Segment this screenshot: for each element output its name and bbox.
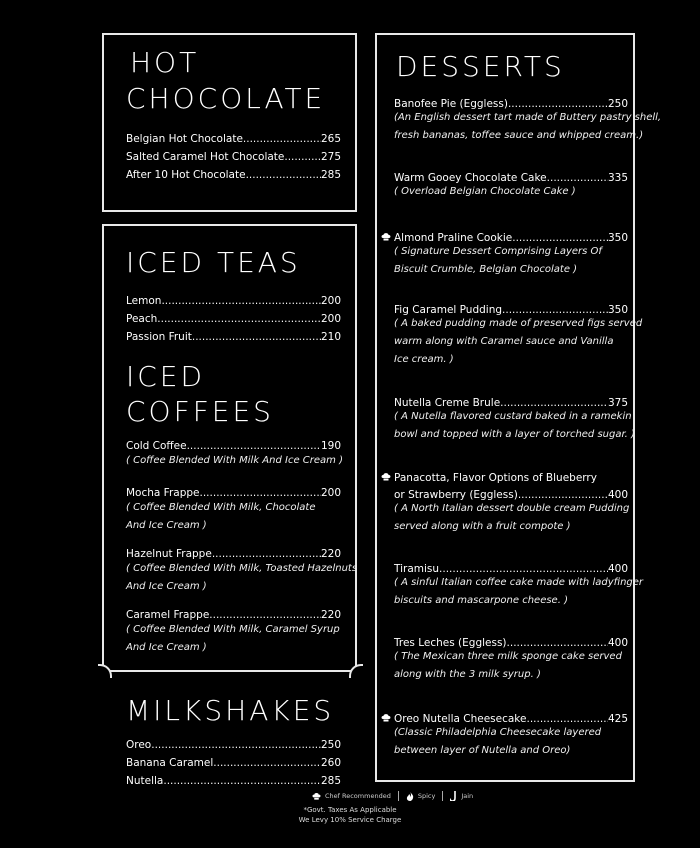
item-name: Nutella (126, 775, 164, 787)
leader-dots (284, 151, 321, 163)
item-name: Cold Coffee (126, 440, 187, 452)
chef-hat-icon (381, 232, 391, 242)
menu-item-cold-coffee (126, 440, 341, 452)
flame-icon (406, 791, 414, 801)
leader-dots (161, 295, 321, 307)
leader-dots (200, 487, 321, 499)
item-description: ( Coffee Blended With Milk, Toasted Hazelnuts And Ice Cream ) (126, 563, 358, 592)
item-price: 265 (320, 133, 341, 145)
chef-hat-icon (312, 792, 321, 801)
item-price: 335 (607, 172, 628, 184)
item-name: Fig Caramel Pudding (394, 304, 503, 316)
item-name: Peach (126, 313, 158, 325)
item-price: 200 (320, 487, 341, 499)
legend (312, 791, 473, 801)
menu-item-lemon (126, 295, 341, 307)
item-name: Belgian Hot Chocolate (126, 133, 243, 145)
menu-item-banana-caramel (126, 757, 341, 769)
item-name: Almond Praline Cookie (394, 232, 513, 244)
leader-dots (213, 757, 321, 769)
item-price: 250 (320, 739, 341, 751)
item-description: (An English dessert tart made of Buttery pastry shell, fresh bananas, toffee sauce and whipped cream.) (394, 112, 662, 141)
item-name: Passion Fruit (126, 331, 192, 343)
item-name: Warm Gooey Chocolate Cake (394, 172, 547, 184)
item-name: Nutella Creme Brule (394, 397, 501, 409)
leader-dots (192, 331, 321, 343)
item-price: 375 (607, 397, 628, 409)
item-price: 285 (320, 775, 341, 787)
menu-item-after-10-hot-chocolate (126, 169, 341, 181)
item-price: 400 (607, 563, 628, 575)
taxes-note: *Govt. Taxes As Applicable (303, 806, 397, 814)
leader-dots (243, 133, 321, 145)
leader-dots (157, 313, 321, 325)
item-description: ( Signature Dessert Comprising Layers Of Biscuit Crumble, Belgian Chocolate ) (394, 246, 602, 275)
item-description: ( A baked pudding made of preserved figs served warm along with Caramel sauce and Vanilla Ice cream. ) (394, 318, 643, 365)
leader-dots (246, 169, 321, 181)
item-price: 425 (607, 713, 628, 725)
item-description: ( A North Italian dessert double cream Pudding served along with a fruit compote ) (394, 503, 630, 532)
leader-dots (151, 739, 321, 751)
legend-divider (442, 791, 443, 801)
item-description: ( Overload Belgian Chocolate Cake ) (394, 186, 576, 197)
item-name: Banofee Pie (Eggless) (394, 98, 508, 110)
item-name: Oreo (126, 739, 152, 751)
iced-coffees-title-line1: ICED (126, 360, 206, 393)
item-name: After 10 Hot Chocolate (126, 169, 246, 181)
item-description: ( A Nutella flavored custard baked in a ramekin bowl and topped with a layer of torched sugar. ) (394, 411, 635, 440)
menu-item-oreo (126, 739, 341, 751)
item-name: Caramel Frappe (126, 609, 210, 621)
item-price: 350 (607, 232, 628, 244)
item-price: 250 (607, 98, 628, 110)
legend-spicy-label: Spicy (417, 792, 436, 800)
jain-icon (450, 791, 457, 801)
item-price: 200 (320, 295, 341, 307)
legend-divider (398, 791, 399, 801)
item-description: ( A sinful Italian coffee cake made with ladyfinger biscuits and mascarpone cheese. ) (394, 577, 644, 606)
hot-chocolate-title-line1: HOT (130, 46, 200, 79)
item-description: ( Coffee Blended With Milk And Ice Cream ) (126, 455, 343, 466)
hot-chocolate-title-line2: CHOCOLATE (126, 82, 326, 115)
leader-dots (209, 609, 321, 621)
item-name: or Strawberry (Eggless) (394, 489, 518, 501)
item-price: 350 (607, 304, 628, 316)
item-price: 220 (320, 609, 341, 621)
item-name: Tiramisu (394, 563, 440, 575)
item-price: 200 (320, 313, 341, 325)
item-name: Panacotta, Flavor Options of Blueberry (394, 472, 597, 484)
leader-dots (187, 440, 321, 452)
leader-dots (212, 548, 321, 560)
item-name: Mocha Frappe (126, 487, 200, 499)
iced-teas-title: ICED TEAS (126, 246, 301, 279)
item-name: Tres Leches (Eggless) (394, 637, 507, 649)
item-name: Lemon (126, 295, 162, 307)
menu-item-mocha-frappe (126, 487, 341, 499)
item-name: Banana Caramel (126, 757, 214, 769)
menu-item-salted-caramel-hot-chocolate (126, 151, 341, 163)
item-name: Salted Caramel Hot Chocolate (126, 151, 285, 163)
menu-item-panacotta-line1 (394, 472, 597, 484)
menu-item-hazelnut-frappe (126, 548, 341, 560)
service-charge-note: We Levy 10% Service Charge (298, 816, 402, 824)
iced-coffees-title-line2: COFFEES (126, 395, 274, 428)
item-price: 400 (607, 489, 628, 501)
menu-item-peach (126, 313, 341, 325)
item-description: (Classic Philadelphia Cheesecake layered between layer of Nutella and Oreo) (394, 727, 602, 756)
menu-item-belgian-hot-chocolate (126, 133, 341, 145)
item-name: Hazelnut Frappe (126, 548, 212, 560)
chef-hat-icon (381, 713, 391, 723)
desserts-title: DESSERTS (396, 50, 565, 83)
item-description: ( Coffee Blended With Milk, Chocolate And Ice Cream ) (126, 502, 316, 531)
menu-item-nutella (126, 775, 341, 787)
item-price: 210 (320, 331, 341, 343)
item-price: 190 (320, 440, 341, 452)
item-price: 220 (320, 548, 341, 560)
leader-dots (163, 775, 321, 787)
item-price: 400 (607, 637, 628, 649)
item-price: 275 (320, 151, 341, 163)
legend-jain-label: Jain (461, 792, 474, 800)
item-description: ( The Mexican three milk sponge cake served along with the 3 milk syrup. ) (394, 651, 622, 680)
item-price: 260 (320, 757, 341, 769)
menu-item-caramel-frappe (126, 609, 341, 621)
item-description: ( Coffee Blended With Milk, Caramel Syrup And Ice Cream ) (126, 624, 340, 653)
item-name: Oreo Nutella Cheesecake (394, 713, 527, 725)
chef-hat-icon (381, 472, 391, 482)
milkshakes-title: MILKSHAKES (126, 694, 335, 727)
item-price: 285 (320, 169, 341, 181)
legend-chef-label: Chef Recommended (325, 792, 391, 800)
menu-item-passion-fruit (126, 331, 341, 343)
